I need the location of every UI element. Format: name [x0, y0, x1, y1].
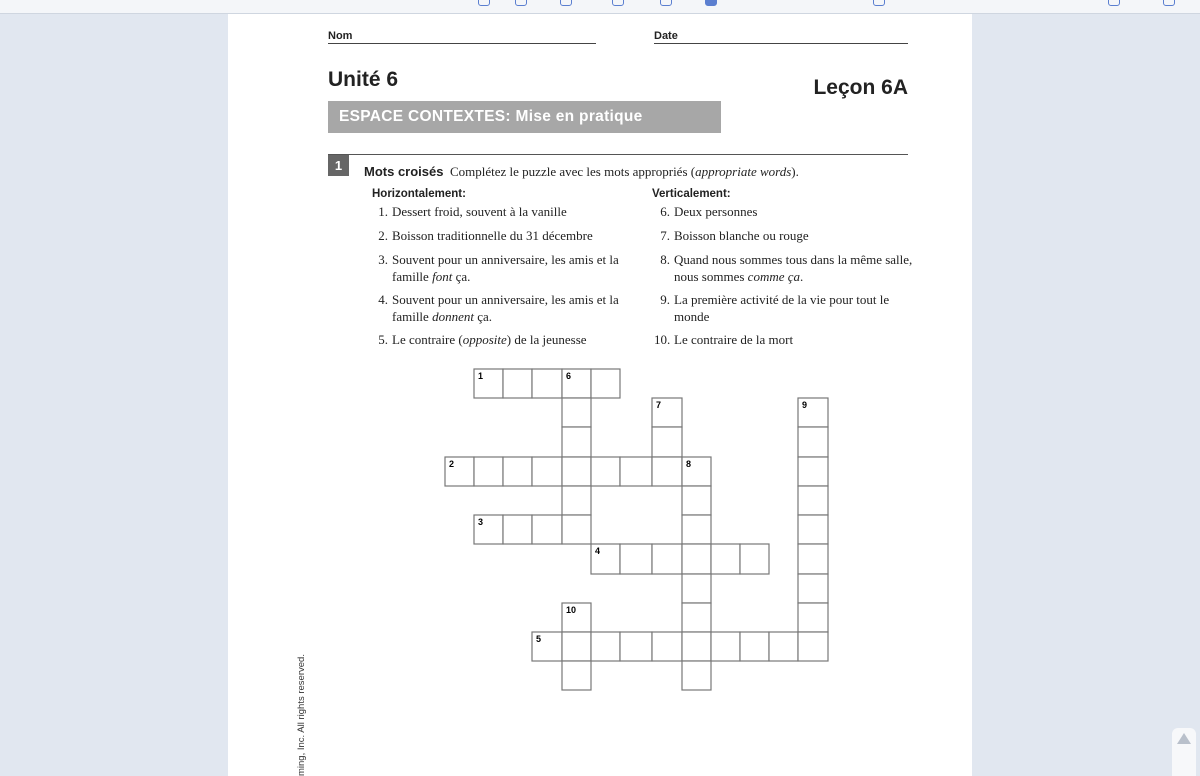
cell-number: 6: [566, 371, 572, 381]
text-icon[interactable]: [873, 0, 885, 6]
date-label: Date: [654, 30, 678, 42]
crossword-cell[interactable]: [652, 632, 682, 661]
crossword-cell[interactable]: [562, 398, 591, 427]
highlighter-icon[interactable]: [560, 0, 572, 6]
clue-text: Boisson traditionnelle du 31 décembre: [392, 228, 593, 243]
clue-text: Quand nous sommes tous dans la même salle, nous sommes: [674, 252, 913, 284]
crossword-cell[interactable]: [652, 457, 682, 486]
crossword-cell[interactable]: [652, 544, 682, 574]
crossword-cell[interactable]: [798, 457, 828, 486]
cell-number: 8: [686, 459, 692, 469]
clue-number: 4.: [378, 292, 388, 307]
crossword-grid: [228, 14, 972, 776]
crossword-cell[interactable]: [620, 457, 652, 486]
marker-icon[interactable]: [660, 0, 672, 6]
crossword-cell[interactable]: [591, 457, 620, 486]
crossword-cell[interactable]: [798, 603, 828, 632]
crossword-cell[interactable]: [798, 515, 828, 544]
crossword-cell[interactable]: [503, 515, 532, 544]
clue-text: Boisson blanche ou rouge: [674, 228, 809, 243]
clue-italic: donnent: [432, 308, 474, 324]
unit-title: Unité 6: [328, 68, 399, 91]
menu-icon[interactable]: [1163, 0, 1175, 6]
clue-italic: comme ça: [747, 268, 801, 284]
clue-number: 9.: [660, 292, 670, 307]
clue-text-end: ça.: [452, 268, 471, 284]
crossword-cell[interactable]: [562, 632, 591, 661]
cell-number: 5: [536, 634, 542, 644]
crossword-cell[interactable]: [682, 603, 711, 632]
cell-number: 9: [802, 400, 808, 410]
share-icon[interactable]: [1108, 0, 1120, 6]
nom-label: Nom: [328, 30, 353, 42]
color-icon[interactable]: [705, 0, 717, 6]
exercise-number: 1: [328, 155, 349, 176]
down-heading: Verticalement:: [652, 188, 731, 200]
clue-text: Dessert froid, souvent à la vanille: [392, 204, 567, 219]
crossword-cell[interactable]: [562, 661, 591, 690]
crossword-cell[interactable]: [532, 369, 562, 398]
crossword-cell[interactable]: [798, 486, 828, 515]
cell-number: 10: [566, 605, 577, 615]
crossword-cell[interactable]: [769, 632, 798, 661]
crossword-cell[interactable]: [682, 574, 711, 603]
clue-text-end: .: [800, 268, 804, 284]
scrollbar[interactable]: [1172, 728, 1196, 776]
cell-number: 3: [478, 517, 484, 527]
crossword-cell[interactable]: [798, 574, 828, 603]
crossword-cell[interactable]: [682, 544, 711, 574]
crossword-cell[interactable]: [711, 632, 740, 661]
crossword-cell[interactable]: [682, 632, 711, 661]
section-banner: ESPACE CONTEXTES: Mise en pratique: [328, 101, 721, 133]
instruction-end: ).: [791, 164, 799, 179]
crossword-cell[interactable]: [798, 632, 828, 661]
clue-italic: font: [432, 268, 453, 284]
clue-number: 3.: [378, 252, 388, 267]
crossword-cell[interactable]: [682, 486, 711, 515]
crossword-cell[interactable]: [798, 427, 828, 457]
across-heading: Horizontalement:: [372, 188, 466, 200]
clue-number: 6.: [660, 204, 670, 219]
clue-text-end: ) de la jeunesse: [506, 332, 587, 347]
cell-number: 1: [478, 371, 484, 381]
crossword-cell[interactable]: [682, 661, 711, 690]
copyright-notice: ming, Inc. All rights reserved.: [296, 654, 307, 776]
crossword-cell[interactable]: [798, 544, 828, 574]
instruction-italic: appropriate words: [695, 164, 792, 179]
crossword-cell[interactable]: [740, 632, 769, 661]
crossword-cell[interactable]: [652, 427, 682, 457]
crossword-cell[interactable]: [562, 486, 591, 515]
clue-italic: opposite: [462, 332, 507, 347]
clue-text-end: ça.: [473, 308, 493, 324]
lesson-title: Leçon 6A: [813, 76, 908, 99]
clue-text: Le contraire de la mort: [674, 332, 794, 347]
cell-number: 2: [449, 459, 455, 469]
crossword-cell[interactable]: [562, 427, 591, 457]
instruction-text: Complétez le puzzle avec les mots appropriés (: [449, 164, 696, 179]
document-page: [228, 14, 972, 776]
crossword-cell[interactable]: [591, 369, 620, 398]
clue-text: Deux personnes: [674, 204, 758, 219]
crossword-cell[interactable]: [503, 457, 532, 486]
crossword-cell[interactable]: [620, 544, 652, 574]
clue-text: Le contraire (: [392, 332, 463, 347]
viewer-toolbar: [0, 0, 1200, 14]
cell-number: 7: [656, 400, 662, 410]
clue-number: 10.: [654, 332, 671, 347]
clue-number: 1.: [378, 204, 388, 219]
tool-icon[interactable]: [478, 0, 490, 6]
crossword-cell[interactable]: [591, 632, 620, 661]
cell-number: 4: [595, 546, 601, 556]
clue-number: 2.: [378, 228, 388, 243]
clue-text: Souvent pour un anniversaire, les amis et la famille: [392, 292, 619, 324]
crossword-cell[interactable]: [711, 544, 740, 574]
clue-text: La première activité de la vie pour tout le monde: [674, 292, 890, 324]
crossword-cell[interactable]: [562, 457, 591, 486]
exercise-title: Mots croisés: [364, 164, 444, 179]
crossword-cell[interactable]: [503, 369, 532, 398]
crossword-cell[interactable]: [532, 457, 562, 486]
crossword-cell[interactable]: [474, 457, 503, 486]
crossword-cell[interactable]: [682, 515, 711, 544]
pen-icon[interactable]: [515, 0, 527, 6]
crossword-cell[interactable]: [532, 515, 562, 544]
scroll-up-icon[interactable]: [1177, 733, 1191, 744]
clue-number: 7.: [660, 228, 670, 243]
clue-text: Souvent pour un anniversaire, les amis et la famille: [392, 252, 619, 284]
clue-number: 5.: [378, 332, 388, 347]
crossword-cell[interactable]: [562, 515, 591, 544]
clue-number: 8.: [660, 252, 670, 267]
crossword-cell[interactable]: [740, 544, 769, 574]
eraser-icon[interactable]: [612, 0, 624, 6]
crossword-cell[interactable]: [620, 632, 652, 661]
